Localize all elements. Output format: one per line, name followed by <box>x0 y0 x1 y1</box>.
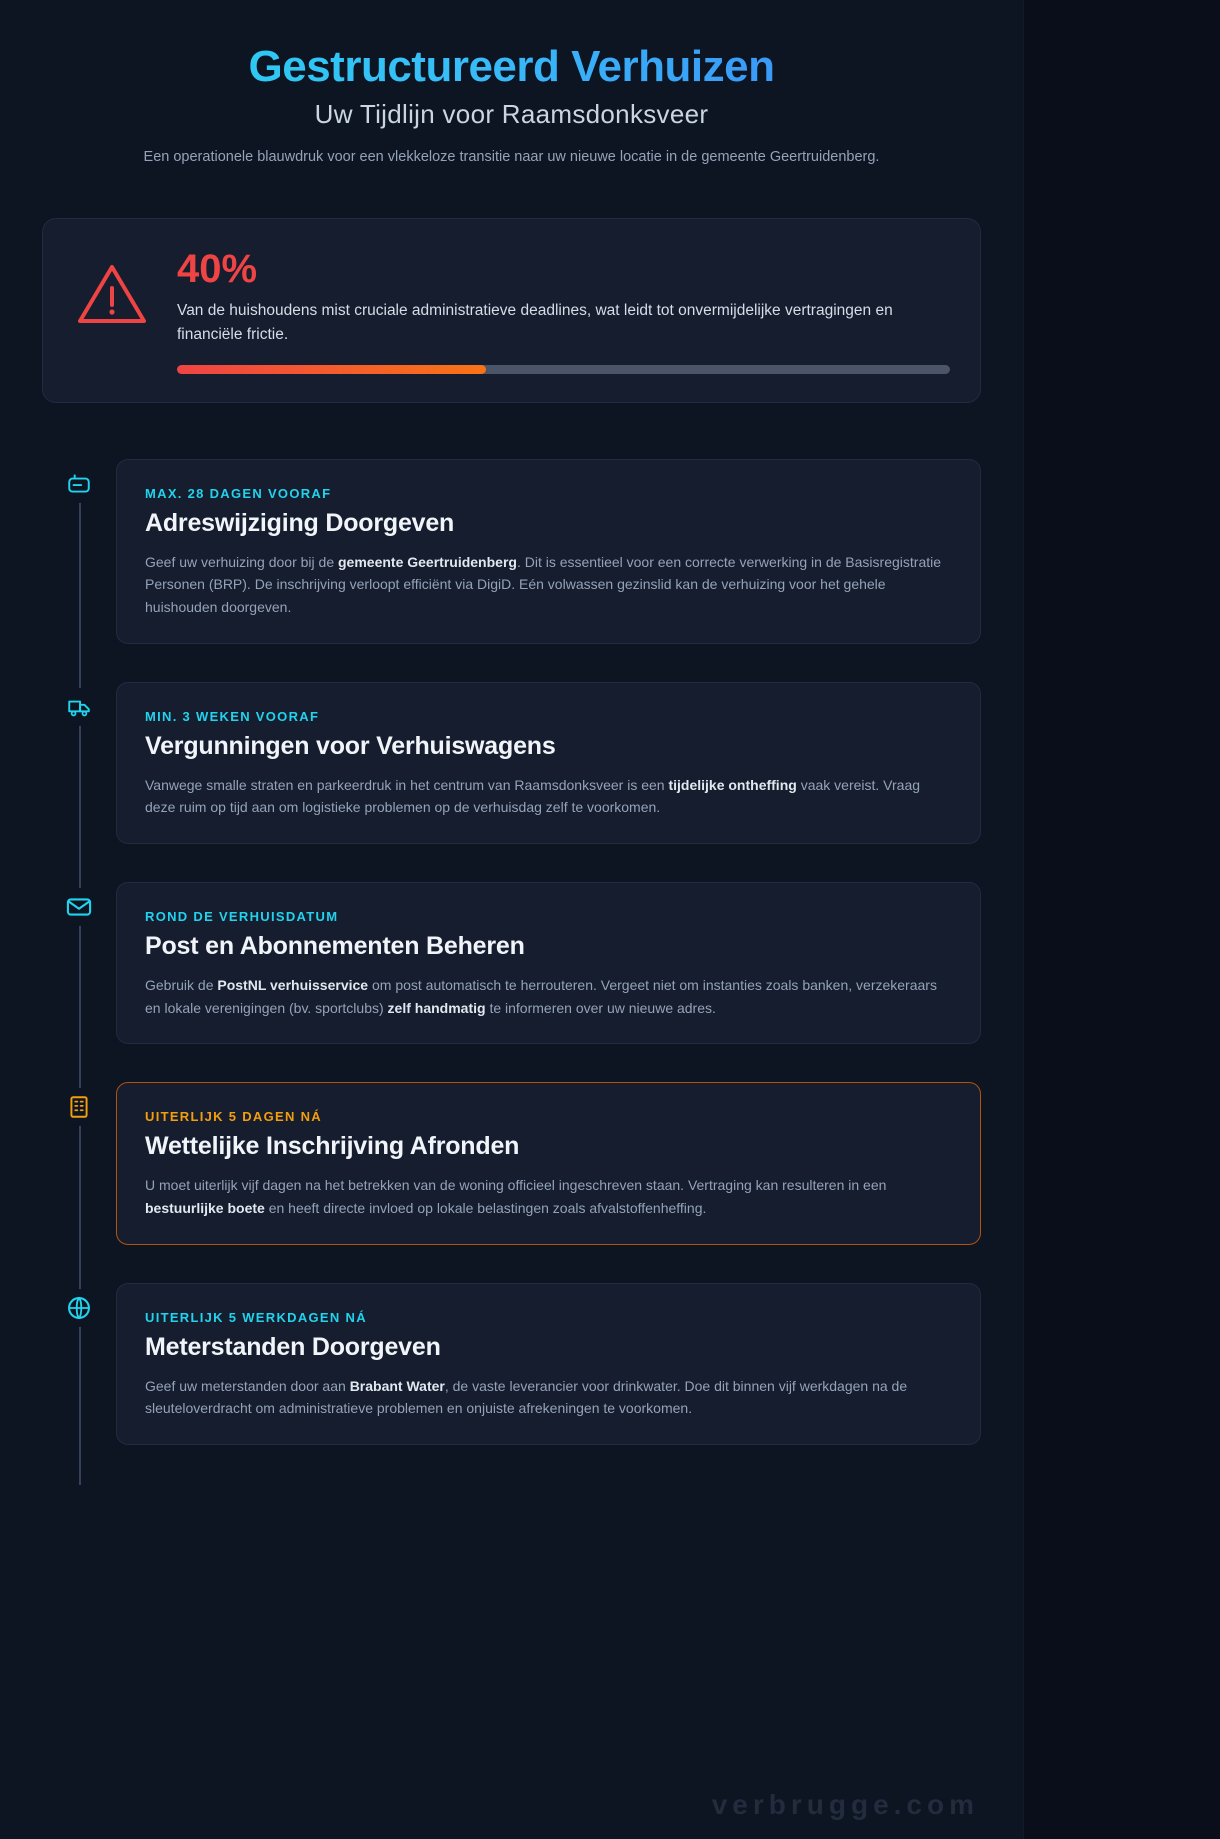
timeline-item <box>116 1283 981 1445</box>
timeline-title: Meterstanden Doorgeven <box>145 1332 441 1361</box>
timeline-item <box>116 459 981 644</box>
page-intro: Een operationele blauwdruk voor een vlekkeloze transitie naar uw nieuwe locatie in de gemeente Geertruidenberg. <box>143 148 880 165</box>
government-building-icon <box>60 1088 98 1126</box>
timeline-item <box>116 682 981 844</box>
truck-icon <box>60 688 98 726</box>
timeline-card-alert <box>116 1082 981 1244</box>
timeline-eyebrow: UITERLIJK 5 WERKDAGEN NÁ <box>145 1309 367 1325</box>
page-title: Gestructureerd Verhuizen <box>42 42 981 93</box>
warning-triangle-icon <box>73 255 151 333</box>
timeline-eyebrow: MAX. 28 DAGEN VOORAF <box>145 485 332 501</box>
timeline-description: Vanwege smalle straten en parkeerdruk in het centrum van Raamsdonksveer is een tijdelijke ontheffing vaak vereist. Vraag deze ruim op tijd aan om logistieke problemen op de verhuisdag zelf te voorkomen. <box>145 776 921 816</box>
statistic-description: Van de huishoudens mist cruciale administratieve deadlines, wat leidt tot onvermijdelijke vertragingen en financiële frictie. <box>177 301 893 343</box>
timeline-eyebrow: ROND DE VERHUISDATUM <box>145 908 339 924</box>
timeline-description: Gebruik de PostNL verhuisservice om post automatisch te herrouteren. Vergeet niet om instanties zoals banken, verzekeraars en lokale verenigingen (bv. sportclubs) zelf handmatig te informeren over uw nieuwe adres. <box>145 976 937 1016</box>
timeline-description: Geef uw meterstanden door aan Brabant Water, de vaste leverancier voor drinkwater. Doe dit binnen vijf werkdagen na de sleuteloverdracht om administratieve problemen en onjuiste afrekeningen te voorkomen. <box>145 1377 908 1417</box>
timeline-card <box>116 459 981 644</box>
timeline-item <box>116 882 981 1044</box>
timeline-eyebrow: UITERLIJK 5 DAGEN NÁ <box>145 1109 322 1125</box>
timeline-title: Vergunningen voor Verhuiswagens <box>145 731 556 760</box>
page-subtitle: Uw Tijdlijn voor Raamsdonksveer <box>314 98 709 129</box>
timeline-card <box>116 882 981 1044</box>
timeline-description: Geef uw verhuizing door bij de gemeente Geertruidenberg. Dit is essentieel voor een correcte verwerking in de Basisregistratie Personen (BRP). De inschrijving verloopt efficiënt via DigiD. Eén volwassen gezinslid kan de verhuizing voor het gehele huishouden doorgeven. <box>145 553 942 615</box>
timeline-title: Adreswijziging Doorgeven <box>145 508 455 537</box>
timeline <box>42 459 981 1503</box>
timeline-connector <box>79 469 81 1485</box>
timeline-description: U moet uiterlijk vijf dagen na het betrekken van de woning officieel ingeschreven staan. Vertraging kan resulteren in een bestuurlijke boete en heeft directe invloed op lokale belastingen zoals afvalstoffenheffing. <box>145 1177 887 1216</box>
timeline-eyebrow: MIN. 3 WEKEN VOORAF <box>145 708 320 724</box>
progress-bar-track <box>177 365 950 374</box>
mailbox-icon <box>60 465 98 503</box>
envelope-icon <box>60 888 98 926</box>
timeline-title: Post en Abonnementen Beheren <box>145 931 525 960</box>
watermark: verbrugge.com <box>711 1789 979 1820</box>
globe-icon <box>60 1289 98 1327</box>
statistic-value: 40% <box>177 246 258 291</box>
progress-bar-fill <box>177 365 486 374</box>
timeline-title: Wettelijke Inschrijving Afronden <box>145 1132 520 1161</box>
page-header <box>42 34 981 170</box>
statistic-card <box>42 218 981 403</box>
timeline-card <box>116 1283 981 1445</box>
timeline-card <box>116 682 981 844</box>
timeline-item <box>116 1082 981 1244</box>
